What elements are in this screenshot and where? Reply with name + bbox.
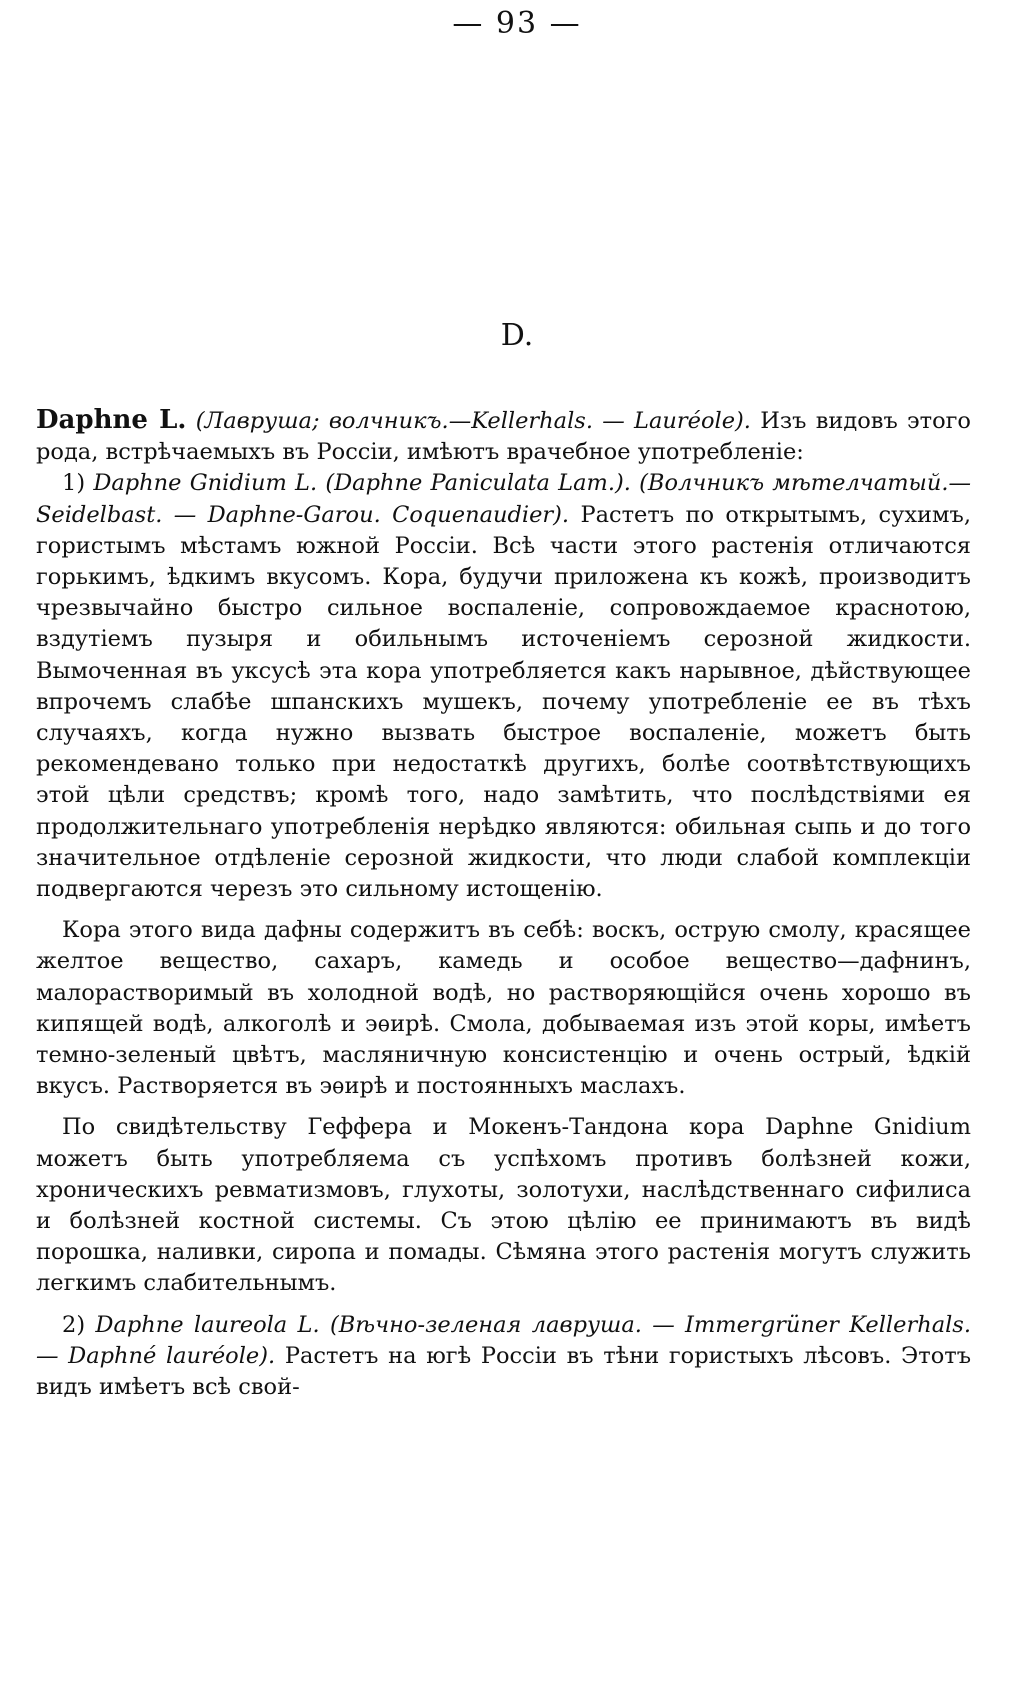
medical-use-paragraph: По свидѣтельству Геффера и Мокенъ-Тандона кора Daphne Gnidium можетъ быть употребляема съ успѣхомъ противъ болѣзней кожи, хроническихъ ревматизмовъ, глухоты, золотухи, наслѣдственнаго сифилиса и болѣзней костной системы. Съ этою цѣлію ее принимаютъ въ видѣ порошка, наливки, сиропа и помады. Сѣмяна этого растенія могутъ служить легкимъ слабительнымъ. bbox=[36, 1114, 971, 1297]
genus-intro: Изъ видовъ этого рода, встрѣчаемыхъ въ Россіи, имѣютъ врачебное употребленіе: bbox=[36, 408, 971, 466]
species-1-name: Daphne Gnidium L. (Daphne Paniculata Lam.). (Волчникъ мѣтелчатый.—Seidelbast. — Daphne-Garou. Coquenaudier). bbox=[36, 470, 971, 528]
species-2-number: 2) bbox=[62, 1311, 86, 1338]
section-heading: D. bbox=[500, 318, 534, 353]
species-2-name: Daphne laureola L. (Вѣчно-зеленая лавруша. — Immergrüner Kellerhals. — Daphné lauréole). bbox=[36, 1311, 971, 1369]
paragraph-gap bbox=[36, 905, 971, 915]
species-1-text: Растетъ по открытымъ, сухимъ, гористымъ мѣстамъ южной Россіи. Всѣ части этого растенія отличаются горькимъ, ѣдкимъ вкусомъ. Кора, будучи приложена къ кожѣ, производитъ чрезвычайно быстро сильное воспаленіе, сопровождаемое краснотою, вздутіемъ пузыря и обильнымъ источеніемъ серозной жидкости. Вымоченная въ уксусѣ эта кора употребляется какъ нарывное, дѣйствующее впрочемъ слабѣе шпанскихъ мушекъ, почему употребленіе ее въ тѣхъ случаяхъ, когда нужно вызвать быстрое воспаленіе, можетъ быть рекомендевано только при недостаткѣ другихъ, болѣе соотвѣтствующихъ этой цѣли средствъ; кромѣ того, надо замѣтить, что послѣдствіями ея продолжительнаго употребленія нерѣдко являются: обильная сыпь и до того значительное отдѣленіе серозной жидкости, что люди слабой комплекціи подвергаются черезъ это сильному истощенію. bbox=[36, 501, 971, 903]
page-number: — 93 — bbox=[452, 6, 582, 41]
species-1-paragraph bbox=[36, 468, 971, 905]
species-2-text: Растетъ на югѣ Россіи въ тѣни гористыхъ лѣсовъ. Этотъ видъ имѣетъ всѣ свой- bbox=[36, 1342, 972, 1401]
entry-head-paragraph bbox=[36, 405, 971, 468]
genus-synonyms: (Лавруша; волчникъ.—Kellerhals. — Lauréole). bbox=[195, 408, 751, 434]
paragraph-gap bbox=[36, 1300, 971, 1310]
paragraph-gap bbox=[36, 1102, 971, 1112]
bark-composition-paragraph: Кора этого вида дафны содержитъ въ себѣ: воскъ, острую смолу, красящее желтое вещество, сахаръ, камедь и особое вещество—дафнинъ, малорастворимый въ холодной водѣ, но растворяющійся очень хорошо въ кипящей водѣ, алкоголѣ и эѳирѣ. Смола, добываемая изъ этой коры, имѣетъ темно-зеленый цвѣтъ, масляничную консистенцію и очень острый, ѣдкій вкусъ. Растворяется въ эѳирѣ и постоянныхъ маслахъ. bbox=[36, 917, 971, 1100]
species-2-paragraph bbox=[36, 1310, 971, 1404]
body-text bbox=[36, 405, 971, 1403]
genus-heading: Daphne L. bbox=[36, 405, 187, 435]
species-1-number: 1) bbox=[62, 470, 86, 497]
